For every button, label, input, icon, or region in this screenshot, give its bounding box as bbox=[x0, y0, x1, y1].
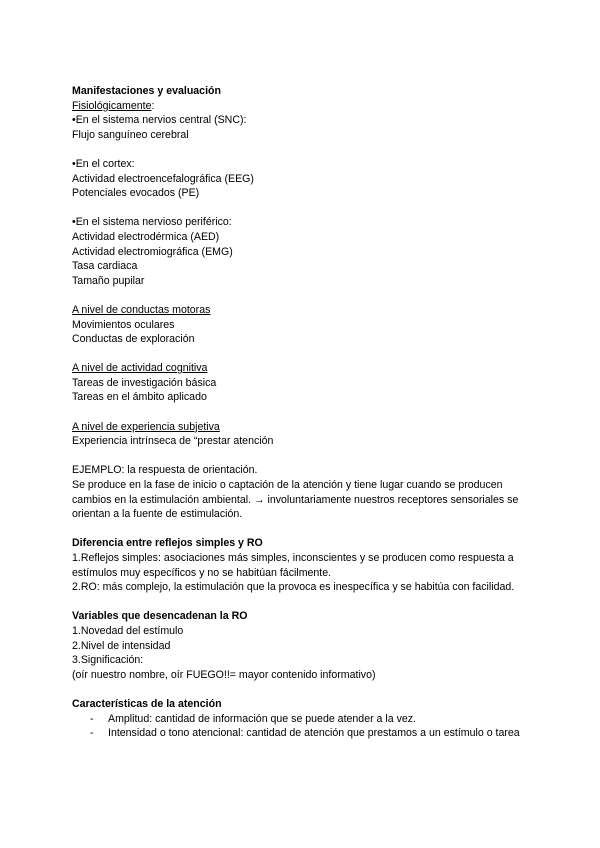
periferico-item: Actividad electrodérmica (AED) bbox=[72, 230, 220, 243]
cortex-line: •En el cortex: bbox=[72, 157, 135, 170]
caracteristicas-item-text: Intensidad o tono atencional: cantidad de atención que prestamos a un estímulo o tarea bbox=[108, 727, 520, 740]
cortex-item: Actividad electroencefalográfica (EEG) bbox=[72, 172, 254, 185]
spacer bbox=[72, 595, 532, 610]
section-title-variables: Variables que desencadenan la RO bbox=[72, 610, 248, 623]
cognitiva-item: Tareas de investigación básica bbox=[72, 376, 217, 389]
document-page bbox=[72, 84, 532, 741]
caracteristicas-item-text: Amplitud: cantidad de información que se puede atender a la vez. bbox=[108, 712, 417, 725]
spacer bbox=[72, 288, 532, 303]
cognitiva-heading: A nivel de actividad cognitiva bbox=[72, 362, 208, 375]
subjetiva-heading: A nivel de experiencia subjetiva bbox=[72, 420, 220, 433]
spacer bbox=[72, 201, 532, 216]
variables-item: 3.Significación: bbox=[72, 654, 144, 667]
section-title-caracteristicas: Características de la atención bbox=[72, 697, 222, 710]
spacer bbox=[72, 449, 532, 464]
section-title-manifestaciones: Manifestaciones y evaluación bbox=[72, 85, 221, 97]
motoras-heading: A nivel de conductas motoras bbox=[72, 303, 211, 316]
caracteristicas-list-item bbox=[72, 712, 532, 727]
cortex-item: Potenciales evocados (PE) bbox=[72, 187, 200, 200]
periferico-item: Tamaño pupilar bbox=[72, 274, 145, 287]
variables-item: 1.Novedad del estímulo bbox=[72, 624, 184, 637]
diferencia-item: 2.RO: más complejo, la estimulación que la provoca es inespecífica y se habitúa con facilidad. bbox=[72, 581, 515, 594]
variables-item: 2.Nivel de intensidad bbox=[72, 639, 171, 652]
motoras-item: Movimientos oculares bbox=[72, 318, 175, 331]
periferico-line: •En el sistema nervioso periférico: bbox=[72, 216, 232, 229]
snc-line: •En el sistema nervios central (SNC): bbox=[72, 114, 247, 127]
spacer bbox=[72, 522, 532, 537]
subjetiva-item: Experiencia intrínseca de “prestar atención bbox=[72, 435, 274, 448]
diferencia-item: 1.Reflejos simples: asociaciones más simples, inconscientes y se producen como respuesta a estímulos muy específicos y no se habitúan fácilmente. bbox=[72, 552, 514, 579]
section-title-diferencia: Diferencia entre reflejos simples y RO bbox=[72, 537, 263, 550]
fisiologicamente-heading bbox=[72, 99, 532, 114]
caracteristicas-list-item bbox=[72, 726, 532, 741]
spacer bbox=[72, 682, 532, 697]
variables-item: (oír nuestro nombre, oír FUEGO!!= mayor contenido informativo) bbox=[72, 668, 376, 681]
fisiologicamente-colon: : bbox=[151, 99, 155, 112]
spacer bbox=[72, 405, 532, 420]
ejemplo-title: EJEMPLO: la respuesta de orientación. bbox=[72, 464, 258, 477]
spacer bbox=[72, 142, 532, 157]
ejemplo-text: Se produce en la fase de inicio o captación de la atención y tiene lugar cuando se producen cambios en la estimulación ambiental. → involuntariamente nuestros receptores sensoriales se orientan a la fuente de estimulación. bbox=[72, 479, 519, 521]
periferico-item: Actividad electromiográfica (EMG) bbox=[72, 245, 233, 258]
motoras-item: Conductas de exploración bbox=[72, 333, 195, 346]
fisiologicamente-label: Fisiológicamente bbox=[72, 99, 152, 112]
dash-bullet: - bbox=[90, 727, 94, 740]
cognitiva-item: Tareas en el ámbito aplicado bbox=[72, 391, 207, 404]
spacer bbox=[72, 347, 532, 362]
periferico-item: Tasa cardiaca bbox=[72, 260, 138, 273]
snc-item: Flujo sanguíneo cerebral bbox=[72, 128, 189, 141]
dash-bullet: - bbox=[90, 712, 94, 725]
